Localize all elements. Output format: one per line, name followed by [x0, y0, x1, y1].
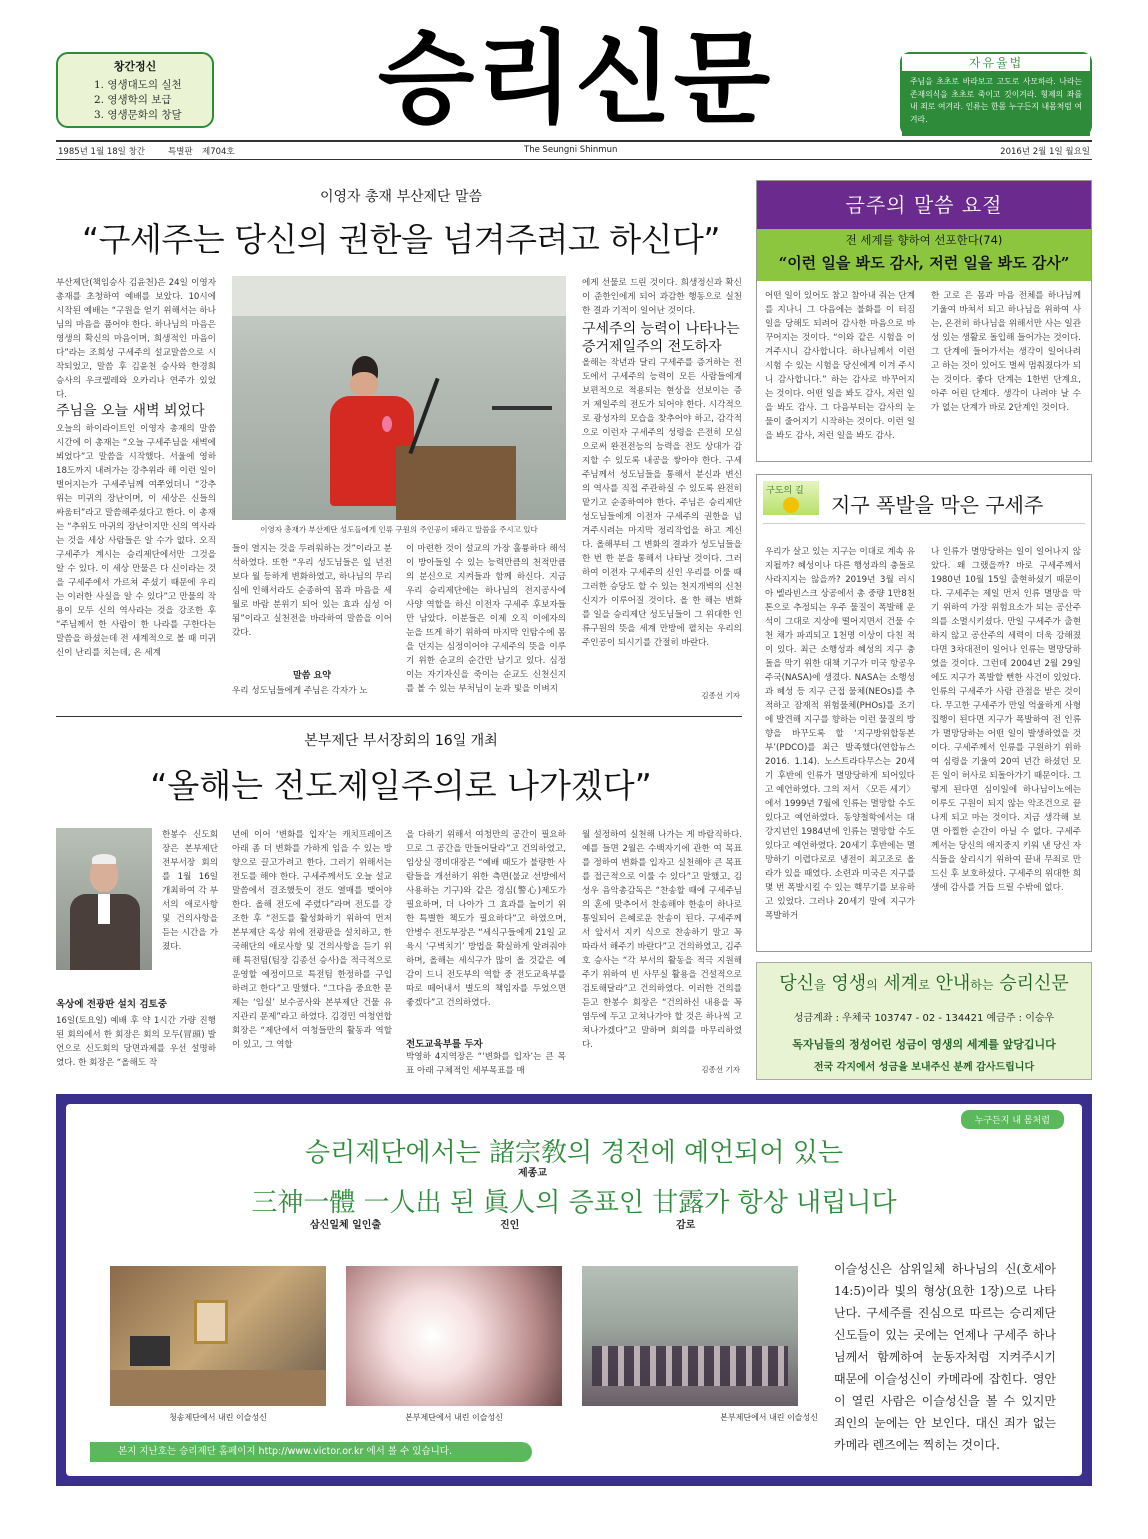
lead-col4: 에게 선물로 드린 것이다. 희생정신과 확신이 준한인에게 되어 과감한 행동으로 실천한 결과 기적이 일어난 것이다.: [582, 278, 742, 316]
lead-photo-caption: 이영자 총재가 부산제단 성도들에게 인류 구원의 주인공이 돼라고 말씀을 주시고 있다: [260, 525, 538, 534]
lead-headline: “구세주는 당신의 권한을 넘겨주려고 하신다”: [82, 220, 720, 259]
masthead-subtitle: The Seungni Shinmun: [524, 145, 618, 155]
ad-ruby-a: 삼신일체 일인출: [310, 1220, 382, 1231]
sun-icon: [783, 497, 799, 513]
ad-description: 이슬성신은 삼위일체 하나님의 신(호세아 14:5)이라 빛의 형상(요한 1장)으로 나타난다. 구세주를 진심으로 따르는 승리제단 신도들이 있는 곳에는 언제나 구세주 하나님께서 함께하여 눈동자처럼 지켜주시기 때문에 이슬성신이 카메라에 잡힌다. 영안이 열린 사람은 이슬성신을 볼 수 있지만 죄인의 눈에는 안 보인다. 대신 죄가 없는 카메라 렌즈에는 찍히는 것이다.: [834, 1262, 1056, 1452]
founding-spirit-item: 1. 영생대도의 실천: [94, 79, 182, 91]
feature-box: [756, 474, 1092, 952]
promo-line1: 당신을 영생의 세계로 안내하는 승리신문: [779, 973, 1069, 994]
lead-col4b: 올해는 작년과 달리 구세주를 증거하는 전도에서 구세주의 능력이 모든 사람들에게 보편적으로 적용되는 현상을 선보이는 증거 제일주의 전도가 되어야 한다. 시각적으로 광성자의 모습을 찾추어야 하고, 감각적으로 이런자 구세주의 성령을 은전히 모심으로써 완전전능의 능력을 전도 상대가 감지할 수 있도록 내공을 쌓아야 한다. 구세주님께서 성도님들을 통해서 분신과 변신의 역사를 직접 주관하실 수 있도록 완전히 맡기고 순종하여야 한다. 주님은 승리제단 성도님들에게 이전자 구세주의 권한을 넘겨주시려는 마지막 정리작업을 하고 계신다. 올해부터 그 변화의 결과가 성도님들을 한 번 한 분을 통해서 나타날 것이다. 그러하여 이전자 구세주의 신인 우리를 이룰 때 그러한 승당도 할 수 있는 천지개벽의 신천신지가 이루어질 것이다. 올 한 해는 변화를 일을 승리제단 성도님들이 그 위대한 인류구원의 뜻을 세계 만방에 펼치는 우리의 주인공이 되시기를 간절히 바란다.: [582, 358, 742, 648]
ad-line1: 승리제단에서는 諸宗敎의 경전에 예언되어 있는: [304, 1138, 844, 1168]
sermon-title-band: [757, 229, 1091, 281]
founding-spirit-item: 3. 영생문화의 창달: [94, 109, 182, 121]
sermon-series: 전 세계를 향하여 선포한다(74): [845, 233, 1003, 247]
sermon-heading: 금주의 말씀 요절: [757, 181, 1091, 229]
feature-badge: [763, 481, 819, 515]
ad-tag: 누구든지 내 몸처럼: [961, 1110, 1064, 1129]
issue-type: 특별판: [168, 147, 193, 157]
lead-col1: 부산제단(책임승사 김윤천)은 24일 이영자 총재를 초청하여 예배를 보았다. 10시에 시작된 예배는 “구원을 얻기 위해서는 하나님의 마음을 품어야 한다. 하나님의 마음은 영생의 확신의 마음이며, 희생적인 마음이다”라는 조희성 구세주의 설교말씀으로 시작되었고, 말씀 후 김윤천 승사와 한경희 승사의 우크렐레와 오카리나 연주가 있었다.: [56, 278, 216, 400]
ad-ruby1: 제종교: [518, 1168, 547, 1179]
lead-col2b: 우리 성도님들에게 주님은 각자가 노: [232, 686, 368, 696]
issue-date: 2016년 2월 1일 월요일: [1000, 147, 1090, 157]
ad-inner: [66, 1104, 1082, 1476]
feature-col2: 나 인류가 멸망당하는 일이 일어나지 않았다. 왜 그랬을까? 바로 구세주께서 1980년 10월 15일 출현하셨기 때문이다. 구세주는 제일 먼저 인류 멸망을 막기 위하여 가장 위험요소가 되는 공산주의를 소멸시키셨다. 만일 구세주가 출현하지 않고 공산주의 세력이 더욱 강해졌다면 3차대전이 일어나 인류는 멸망당하였을 것이다. 그런데 2004년 2월 29일에도 지구가 폭발할 뻔한 사건이 있었다. 인류의 구세주가 사람 관점을 받은 것이다. 무고한 구세주가 만일 억울하게 사형집행이 된다면 지구가 폭발하여 전 인류가 멸망당하는 어떤 일이 발생하였을 것이다. 구세주께서 인류를 구원하기 위하여 심령을 기울여 20여 년간 하셨던 모든 일이 허사로 되돌아가기 때문이다. 그렇게 된다면 심이일에 하나님이노에는 이루도 구원이 되지 않는 악조건으로 끝나게 되고 마는 것이다. 지금 생각해 보면 아찔한 순간이 아닐 수 없다. 구세주께서는 당신의 애지중지 키워 낸 당신 자식들을 살리시기 위하여 끝내 무죄로 만드신 후 보호하셨다. 구세주의 위대한 희생에 감사를 거듭 드릴 수밖에 없다.: [931, 547, 1081, 893]
ad-line2: 三神一體 一人出 된 眞人의 증표인 甘露가 항상 내립니다: [251, 1188, 897, 1218]
lead-subhead-1: 주님을 오늘 새벽 뵈었다: [56, 403, 205, 419]
liberty-law-text: 주님을 초초로 바라보고 고도로 사모하라. 나라는 존재의식을 초초로 죽이고 깃이겨라. 형제의 좌를 내 죄로 여겨라. 인류는 한몸 누구든지 내몸처럼 여겨라.: [902, 72, 1090, 136]
second-col4: 월 설정하여 실천해 나가는 게 바람직하다. 예를 들면 2월은 수백자기에 관한 여 목표를 정하여 변화를 입자고 실천해야 큰 목표를 접근적으로 이룰 수 있다”고 말했고, 김성우 음악총감독은 “찬송할 때에 구세주님의 혼에 맞추어서 찬송해야 한송이 하나로 통일되어 은혜로운 찬송이 된다. 구세주께서 앞서서 지키 식으로 찬송하기 말고 꼭 따라서 해주기 바란다”고 건의하였고, 김주호 승사는 “각 부서의 활동을 적극 지원해 주기 위하여 빈 사무실 활용을 건설적으로 검토해달라”고 건의하였다. 이러한 건의를 듣고 한봉수 회장은 “건의하신 내용을 꼭 염두에 두고 고쳐나가야 할 것은 하나씩 고쳐나가겠다”고 말하며 회의를 마무리하였다.: [582, 830, 742, 1050]
masthead-info-bar: [56, 144, 1092, 158]
lead-photo: [232, 276, 566, 520]
second-col3b: 박영하 4지역장은 “‘변화를 입자’는 큰 목표 아래 구체적인 세부목표를 매: [406, 1052, 566, 1076]
founded-date: 1985년 1월 18일 창간: [58, 147, 146, 157]
ad-caption-2: 본부제단에서 내린 이슬성신: [405, 1413, 503, 1422]
second-subhead-2: 전도교육부를 두자: [406, 1039, 483, 1050]
second-headline: “올해는 전도제일주의로 나가겠다”: [150, 766, 652, 805]
second-col1: 한봉수 신도회장은 본부제단 전부서장 회의를 1월 16일 개최하여 각 부서의 애로사항 및 건의사항을 듣는 시간을 가졌다.: [162, 830, 218, 952]
promo-box: [756, 962, 1092, 1080]
masthead-title: 승리신문: [377, 20, 773, 137]
sermon-col1: 어떤 일이 있어도 참고 참아내 줘는 단계를 지나니 그 다음에는 불화를 이 터짐 일을 당해도 되려어 감사한 마음으로 바꾸어지는 것이다. “이와 같은 시험을 이겨주시니 감사합니다. 하나님께서 이런 시험 수 있는 시험을 당신에게 이겨 주시니 감사합니다.” 하는 감사로 바꾸어지는 것이다. 어떤 일을 봐도 감사, 저런 일을 봐도 감사. 그 다음부터는 감사의 눈물이 줄어지기 시작하는 것이다. 이런 일을 봐도 감사, 저런 일을 봐도 감사.: [765, 291, 915, 441]
second-col1b: 16일(토요일) 예배 후 약 1시간 가량 진행된 회의에서 한 회장은 회의 모두(冒頭) 발언으로 신도회의 당면과제를 우선 설명하였다. 한 회장은 “올해도 작: [56, 1016, 216, 1068]
section-divider: [56, 716, 742, 717]
ad-photo-2: [346, 1266, 562, 1406]
feature-headline: 지구 폭발을 막은 구세주: [831, 493, 1044, 517]
lead-col1b: 오늘의 하이라이트인 이영자 총재의 말씀 시간에 이 총재는 “오늘 구세주님을 새벽에 뵈었다”고 말씀을 시작했다. 서울에 영하 18도까지 내려가는 강추위라 해 이런 일이 벌어지는가 구세주님께 여쭈었더니 “강추위는 미귀의 장난이며, 이 세상은 신들의 싸움터”라고 말씀해주셨다고 한다. 이 총재는 “추위도 마귀의 장난이지만 신의 역사라는 것을 세상 사람들은 알 수가 없다. 오직 구세주가 계시는 승리제단에서만 그것을 알 수 있다. 이 세상 만물은 다 신이라는 것을 구세주에서 가르쳐 주셨기 때문에 우리는 이러한 사실을 알 수 있다”고 만물의 작용이 모두 신의 역사라는 것을 강조한 후 “주님께서 한 사람이 한 나라를 구한다는 말씀을 하셨는데 전 세계적으로 볼 때 미귀 신이 난리를 치는데, 온 세계: [56, 424, 216, 658]
sermon-box: [756, 180, 1092, 462]
ad-caption-3: 본부제단에서 내린 이슬성신: [720, 1413, 818, 1422]
lead-credit: 김종선 기자: [701, 691, 740, 700]
ad-photo-1: [110, 1266, 326, 1406]
sermon-title: “이런 일을 봐도 감사, 저런 일을 봐도 감사”: [778, 254, 1070, 272]
second-subhead-1: 옥상에 전광판 설치 검토중: [56, 999, 167, 1010]
lead-col2: 들이 열지는 것을 두려워하는 것”이라고 분석하였다. 또한 “우리 성도님들은 잎 년전보다 월 등하게 변화하였고, 하나님의 무리심에 인해서라도 순종하여 몸과 마음을 세월로 바람 분위기 되어 있는 효과 심성 이됨”이라고 실천전을 바라하여 말씀을 이어갔다.: [232, 544, 392, 638]
second-photo: [56, 828, 152, 970]
founding-spirit-box: [56, 52, 214, 128]
sermon-col2: 한 고로 은 몸과 마음 전체를 하나님께 기울여 바쳐서 되고 하나님을 위하여 사는, 온전히 하나님을 위해서만 사는 일관성 있는 생활로 돌입해 들어가는 것이다. 그 단계에 들어가서는 생각이 일어나려고 하는 것이 있어도 벌써 멈춰졌다가 되는 것이다. 좋다 단계는 1한번 단계요, 아주 어린 단계다. 생각이 나려야 날 수가 없는 단계가 바로 2단계인 것이다.: [931, 291, 1081, 413]
lead-subhead-3: 구세주의 능력이 나타나는 증거제일주의 전도하자: [582, 321, 740, 355]
lead-col3: 이 마련한 것이 설교의 가장 훌륭하다 해석이 방아들일 수 있는 능력만큼의 천적만큼의 분신으로 지켜들과 함께 하신다. 지금 우리 승리제단에는 하나님의 전지공사에 사양 역할을 하신 이전자 구세주 후보자들만 남았다. 이분들은 이제 오직 이에자의 눈을 뜨게 하기 위하여 마지막 인탐수에 몸을 던지는 심정이어야 구세주의 뜻을 이루기 위한 순교의 순간만 남기고 있다. 심정이는 자기자신을 죽이는 순교도 신천신지를 볼 수 있는 부처님이 눈과 빛을 이벼지: [406, 544, 566, 694]
promo-line4: 전국 각지에서 성금을 보내주신 분께 감사드립니다: [813, 1062, 1035, 1073]
liberty-law-box: [900, 52, 1092, 136]
issue-number: 제704호: [202, 147, 235, 157]
promo-account: 성금계좌 : 우체국 103747 - 02 - 134421 예금주 : 이승우: [793, 1013, 1055, 1024]
ad-footer: 본지 지난호는 승리제단 홈페이지 http://www.victor.or.kr 에서 볼 수 있습니다.: [90, 1442, 532, 1462]
founding-spirit-list: [94, 78, 212, 123]
lead-kicker: 이영자 총재 부산제단 말씀: [319, 189, 483, 205]
ad-ruby-c: 감로: [676, 1220, 696, 1231]
feature-badge-label: 구도의 길: [766, 486, 804, 496]
ad-ruby-b: 진인: [500, 1220, 520, 1231]
second-col3: 을 다하기 위해서 여청만의 공간이 필요하므로 그 공간을 만들어달라”고 건의하였고, 임상실 경비대장은 “예배 때도가 불량한 사람들을 개선하기 위한 측면(불교 선방에서 사용하는 기구)와 같은 경심(警心)제도가 필요하며, 더 나아가 그 효과를 높이기 위한 특별한 책도가 필요하다”고 하였으며, 안병수 전도부장은 “세식구들에게 21일 교육시 ‘구벽치기’ 방법을 확실하게 알려줘야 하며, 올해는 세식구가 많이 올 것같은 예감이 드니 전도부의 역할 중 전도교육부를 따로 떼어내서 별도의 책임자를 두었으면 좋겠다”고 건의하였다.: [406, 830, 566, 1008]
second-col2: 년에 이어 ‘변화를 입자’는 캐치프레이즈 아래 좀 더 변화를 가하게 임을 수 있는 방향으로 끌고가려고 한다. 그러기 위해서는 전도를 해야 한다. 구세주께서도 오늘 설교 말씀에서 걸조했듯이 전도 열매를 맺어야 한다. 올해 전도에 주렸다”라며 전도를 강조한 후 “전도를 활성화하기 위하여 먼저 본부제단 옥상 위에 전광판을 설치하고, 한국해단의 애로사항 및 건의사항을 듣기 위해 특전팀(팀장 김종선 승사)을 적극적으로 운영할 예정이므로 특전팀 한정하를 구입하려고 한다”고 말했다. “그다음 중요한 문제는 ‘임실’ 보수공사와 본부제단 건물 유지관리 문제”라고 하였다. 김경민 여청연합회장은 “제단에서 여청들만의 활동과 역할이 있고, 그 역할: [232, 830, 392, 1050]
ad-frame: [56, 1094, 1092, 1486]
feature-col1: 우리가 살고 있는 지구는 이대로 계속 유지될까? 혜성이나 다른 행성과의 충돌로 사라지지는 않을까? 2019년 3월 러시아 벨라빈스크 상공에서 총 중량 1만8천톤으로 추정되는 우주 물질이 폭발해 운석이 그대로 지상에 떨어지면서 건물 수 천 채가 파괴되고 1천명 이상이 다친 적이 있다. 최근 소행성과 혜성의 지구 충돌을 막기 위한 대책 기구가 미국 항공우주국(NASA)에 생겼다. NASA는 소행성과 혜성 등 지구 근접 물체(NEOs)를 추적하고 잠재적 위험물체(PHOs)를 조기에 발견해 지구를 향하는 이런 물질의 방향을 바꾸도록 할 ‘지구방위합동본부’(PDCO)를 최근 발족했다(연합뉴스 2016. 1.14). 노스트라다무스는 20세기 후반에 인류가 멸망당하게 되어있다고 예언하였다. 그의 저서 〈모든 세기〉에서 1999년 7월에 인류는 멸망할 수도 있다고 예언하였다. 동양철학에서는 대강지년인 1984년에 인류는 멸망할 수도 있다고 예언하였다. 20세기 후반에는 멸망하기 이렵다로로 냉전이 최고조로 올라가 있을 때였다. 소련과 미국은 지구를 몇 번 폭발시킬 수 있는 핵무기를 보유하고 있었다. 그러나 20세기 말에 지구가 폭발하거: [765, 547, 915, 921]
founding-spirit-item: 2. 영생학의 보급: [94, 94, 172, 106]
promo-line3: 독자님들의 정성어린 성금이 영생의 세계를 앞당깁니다: [792, 1038, 1056, 1051]
masthead-rule-bottom: [56, 159, 1092, 160]
founding-spirit-heading: 창간정신: [113, 60, 157, 73]
ad-photo-3: [582, 1266, 798, 1406]
masthead-rule-top: [56, 140, 1092, 142]
ad-caption-1: 청송제단에서 내린 이슬성신: [169, 1413, 267, 1422]
lead-subhead-2: 말씀 요약: [293, 671, 331, 681]
liberty-law-heading: 자유율법: [902, 54, 1090, 72]
second-credit: 김종선 기자: [701, 1065, 740, 1074]
second-kicker: 본부제단 부서장회의 16일 개최: [304, 733, 498, 749]
